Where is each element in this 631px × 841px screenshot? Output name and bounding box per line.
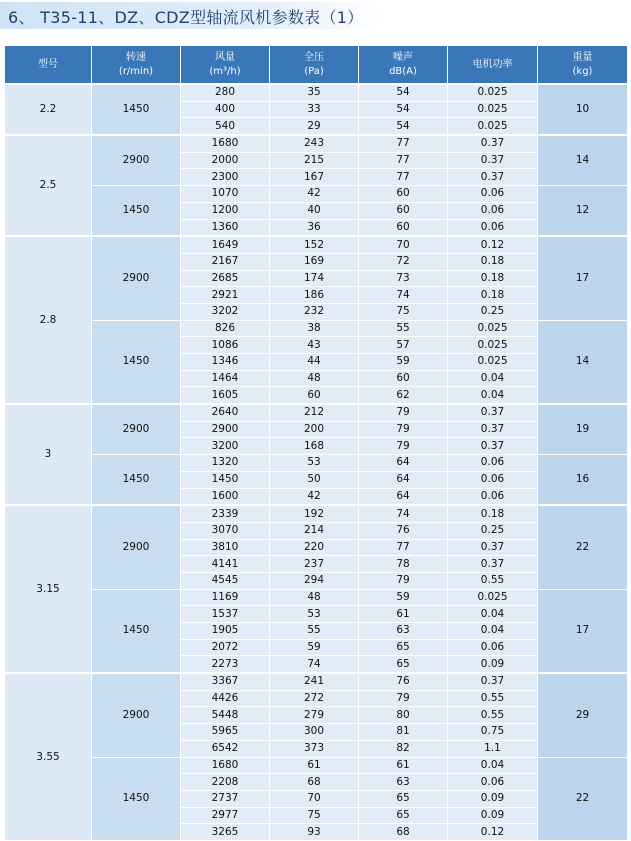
flow-cell: 5965 (181, 724, 270, 741)
power-cell: 0.06 (448, 186, 538, 203)
noise-cell: 65 (359, 807, 448, 824)
pressure-cell: 300 (270, 724, 359, 741)
weight-cell: 14 (538, 135, 628, 186)
flow-cell: 1169 (181, 589, 270, 606)
noise-cell: 72 (359, 253, 448, 270)
power-cell: 0.06 (448, 639, 538, 656)
noise-cell: 54 (359, 118, 448, 135)
noise-cell: 59 (359, 589, 448, 606)
pressure-cell: 93 (270, 824, 359, 841)
power-cell: 0.75 (448, 724, 538, 741)
pressure-cell: 33 (270, 101, 359, 118)
pressure-cell: 279 (270, 707, 359, 724)
noise-cell: 63 (359, 623, 448, 640)
power-cell: 0.12 (448, 824, 538, 841)
noise-cell: 70 (359, 236, 448, 253)
speed-cell: 1450 (92, 455, 181, 506)
power-cell: 0.06 (448, 488, 538, 505)
header-speed: 转速 (r/min) (92, 46, 181, 85)
table-row (5, 589, 628, 606)
noise-cell: 77 (359, 539, 448, 556)
flow-cell: 4426 (181, 690, 270, 707)
power-cell: 0.18 (448, 253, 538, 270)
pressure-cell: 48 (270, 589, 359, 606)
power-cell: 0.12 (448, 236, 538, 253)
noise-cell: 68 (359, 824, 448, 841)
flow-cell: 3200 (181, 438, 270, 455)
pressure-cell: 243 (270, 135, 359, 152)
noise-cell: 79 (359, 690, 448, 707)
model-cell: 3 (5, 404, 92, 505)
noise-cell: 62 (359, 387, 448, 404)
noise-cell: 76 (359, 673, 448, 690)
weight-cell: 16 (538, 455, 628, 506)
pressure-cell: 241 (270, 673, 359, 690)
power-cell: 0.06 (448, 202, 538, 219)
power-cell: 0.06 (448, 455, 538, 472)
pressure-cell: 167 (270, 169, 359, 186)
weight-cell: 22 (538, 757, 628, 840)
noise-cell: 75 (359, 303, 448, 320)
pressure-cell: 373 (270, 740, 359, 757)
speed-cell: 1450 (92, 84, 181, 135)
pressure-cell: 29 (270, 118, 359, 135)
noise-cell: 60 (359, 370, 448, 387)
header-row (5, 46, 628, 85)
weight-cell: 29 (538, 673, 628, 757)
weight-cell: 22 (538, 505, 628, 589)
pressure-cell: 152 (270, 236, 359, 253)
pressure-cell: 220 (270, 539, 359, 556)
power-cell: 0.25 (448, 522, 538, 539)
table-row (5, 505, 628, 522)
noise-cell: 80 (359, 707, 448, 724)
power-cell: 0.04 (448, 387, 538, 404)
flow-cell: 3810 (181, 539, 270, 556)
pressure-cell: 53 (270, 606, 359, 623)
flow-cell: 1600 (181, 488, 270, 505)
power-cell: 0.06 (448, 219, 538, 236)
noise-cell: 81 (359, 724, 448, 741)
speed-cell: 2900 (92, 505, 181, 589)
pressure-cell: 212 (270, 404, 359, 421)
pressure-cell: 55 (270, 623, 359, 640)
power-cell: 0.025 (448, 589, 538, 606)
power-cell: 0.04 (448, 370, 538, 387)
pressure-cell: 75 (270, 807, 359, 824)
table-row (5, 757, 628, 774)
flow-cell: 2300 (181, 169, 270, 186)
header-flow: 风量 (m³/h) (181, 46, 270, 85)
noise-cell: 79 (359, 404, 448, 421)
noise-cell: 65 (359, 656, 448, 673)
noise-cell: 60 (359, 202, 448, 219)
weight-cell: 10 (538, 84, 628, 135)
power-cell: 0.37 (448, 673, 538, 690)
pressure-cell: 186 (270, 287, 359, 304)
power-cell: 0.18 (448, 287, 538, 304)
flow-cell: 1464 (181, 370, 270, 387)
noise-cell: 61 (359, 606, 448, 623)
pressure-cell: 35 (270, 84, 359, 101)
flow-cell: 1649 (181, 236, 270, 253)
power-cell: 0.25 (448, 303, 538, 320)
speed-cell: 2900 (92, 404, 181, 455)
power-cell: 0.55 (448, 690, 538, 707)
flow-cell: 2208 (181, 774, 270, 791)
header-power: 电机功率 (448, 46, 538, 85)
pressure-cell: 169 (270, 253, 359, 270)
noise-cell: 60 (359, 219, 448, 236)
weight-cell: 14 (538, 320, 628, 404)
power-cell: 0.37 (448, 556, 538, 573)
power-cell: 0.025 (448, 354, 538, 371)
table-row (5, 84, 628, 101)
pressure-cell: 38 (270, 320, 359, 337)
flow-cell: 1360 (181, 219, 270, 236)
table-row (5, 186, 628, 203)
flow-cell: 1605 (181, 387, 270, 404)
header-model: 型号 (5, 46, 92, 85)
header-weight: 重量 (kg) (538, 46, 628, 85)
flow-cell: 2685 (181, 270, 270, 287)
noise-cell: 54 (359, 84, 448, 101)
weight-cell: 19 (538, 404, 628, 455)
weight-cell: 17 (538, 589, 628, 673)
flow-cell: 540 (181, 118, 270, 135)
table-row (5, 135, 628, 152)
noise-cell: 63 (359, 774, 448, 791)
pressure-cell: 168 (270, 438, 359, 455)
power-cell: 0.06 (448, 774, 538, 791)
flow-cell: 1680 (181, 135, 270, 152)
flow-cell: 3070 (181, 522, 270, 539)
pressure-cell: 174 (270, 270, 359, 287)
noise-cell: 64 (359, 455, 448, 472)
pressure-cell: 237 (270, 556, 359, 573)
header-noise: 噪声 dB(A) (359, 46, 448, 85)
flow-cell: 1537 (181, 606, 270, 623)
flow-cell: 4545 (181, 572, 270, 589)
pressure-cell: 53 (270, 455, 359, 472)
speed-cell: 1450 (92, 186, 181, 237)
pressure-cell: 59 (270, 639, 359, 656)
model-cell: 3.15 (5, 505, 92, 673)
power-cell: 0.025 (448, 84, 538, 101)
flow-cell: 5448 (181, 707, 270, 724)
speed-cell: 2900 (92, 236, 181, 320)
power-cell: 0.37 (448, 169, 538, 186)
pressure-cell: 61 (270, 757, 359, 774)
pressure-cell: 272 (270, 690, 359, 707)
pressure-cell: 42 (270, 488, 359, 505)
noise-cell: 54 (359, 101, 448, 118)
flow-cell: 400 (181, 101, 270, 118)
pressure-cell: 36 (270, 219, 359, 236)
flow-cell: 1450 (181, 471, 270, 488)
noise-cell: 74 (359, 287, 448, 304)
power-cell: 0.025 (448, 337, 538, 354)
noise-cell: 76 (359, 522, 448, 539)
pressure-cell: 192 (270, 505, 359, 522)
power-cell: 0.55 (448, 572, 538, 589)
noise-cell: 73 (359, 270, 448, 287)
noise-cell: 77 (359, 169, 448, 186)
title-bar (0, 2, 381, 29)
table-row (5, 673, 628, 690)
flow-cell: 2640 (181, 404, 270, 421)
pressure-cell: 232 (270, 303, 359, 320)
speed-cell: 1450 (92, 589, 181, 673)
power-cell: 0.04 (448, 623, 538, 640)
flow-cell: 6542 (181, 740, 270, 757)
model-cell: 3.55 (5, 673, 92, 840)
power-cell: 0.37 (448, 539, 538, 556)
pressure-cell: 214 (270, 522, 359, 539)
noise-cell: 77 (359, 152, 448, 169)
flow-cell: 1200 (181, 202, 270, 219)
pressure-cell: 42 (270, 186, 359, 203)
pressure-cell: 294 (270, 572, 359, 589)
table-row (5, 455, 628, 472)
flow-cell: 1346 (181, 354, 270, 371)
flow-cell: 1320 (181, 455, 270, 472)
table-row (5, 320, 628, 337)
table-row (5, 404, 628, 421)
noise-cell: 79 (359, 421, 448, 438)
pressure-cell: 200 (270, 421, 359, 438)
parameter-table (4, 45, 628, 841)
flow-cell: 2167 (181, 253, 270, 270)
flow-cell: 3367 (181, 673, 270, 690)
pressure-cell: 74 (270, 656, 359, 673)
power-cell: 1.1 (448, 740, 538, 757)
flow-cell: 2921 (181, 287, 270, 304)
noise-cell: 65 (359, 790, 448, 807)
noise-cell: 64 (359, 488, 448, 505)
power-cell: 0.04 (448, 606, 538, 623)
power-cell: 0.04 (448, 757, 538, 774)
power-cell: 0.025 (448, 118, 538, 135)
power-cell: 0.09 (448, 807, 538, 824)
noise-cell: 78 (359, 556, 448, 573)
flow-cell: 3202 (181, 303, 270, 320)
noise-cell: 64 (359, 471, 448, 488)
model-cell: 2.8 (5, 236, 92, 404)
pressure-cell: 215 (270, 152, 359, 169)
pressure-cell: 48 (270, 370, 359, 387)
table-row (5, 236, 628, 253)
power-cell: 0.18 (448, 270, 538, 287)
weight-cell: 12 (538, 186, 628, 237)
flow-cell: 280 (181, 84, 270, 101)
power-cell: 0.37 (448, 438, 538, 455)
pressure-cell: 44 (270, 354, 359, 371)
power-cell: 0.18 (448, 505, 538, 522)
power-cell: 0.09 (448, 790, 538, 807)
flow-cell: 1070 (181, 186, 270, 203)
table-body (5, 84, 628, 840)
pressure-cell: 40 (270, 202, 359, 219)
power-cell: 0.37 (448, 135, 538, 152)
flow-cell: 2977 (181, 807, 270, 824)
noise-cell: 57 (359, 337, 448, 354)
noise-cell: 60 (359, 186, 448, 203)
speed-cell: 1450 (92, 320, 181, 404)
power-cell: 0.09 (448, 656, 538, 673)
flow-cell: 2737 (181, 790, 270, 807)
power-cell: 0.37 (448, 421, 538, 438)
flow-cell: 826 (181, 320, 270, 337)
pressure-cell: 70 (270, 790, 359, 807)
noise-cell: 77 (359, 135, 448, 152)
header-pressure: 全压 (Pa) (270, 46, 359, 85)
flow-cell: 2900 (181, 421, 270, 438)
speed-cell: 2900 (92, 673, 181, 757)
noise-cell: 59 (359, 354, 448, 371)
flow-cell: 1905 (181, 623, 270, 640)
model-cell: 2.5 (5, 135, 92, 236)
power-cell: 0.06 (448, 471, 538, 488)
page-title: 6、 T35-11、DZ、CDZ型轴流风机参数表（1） (8, 8, 364, 27)
noise-cell: 79 (359, 572, 448, 589)
power-cell: 0.025 (448, 320, 538, 337)
flow-cell: 4141 (181, 556, 270, 573)
noise-cell: 61 (359, 757, 448, 774)
pressure-cell: 60 (270, 387, 359, 404)
flow-cell: 2072 (181, 639, 270, 656)
flow-cell: 2273 (181, 656, 270, 673)
speed-cell: 2900 (92, 135, 181, 186)
speed-cell: 1450 (92, 757, 181, 840)
flow-cell: 3265 (181, 824, 270, 841)
model-cell: 2.2 (5, 84, 92, 135)
power-cell: 0.025 (448, 101, 538, 118)
flow-cell: 2339 (181, 505, 270, 522)
weight-cell: 17 (538, 236, 628, 320)
flow-cell: 1680 (181, 757, 270, 774)
noise-cell: 65 (359, 639, 448, 656)
noise-cell: 55 (359, 320, 448, 337)
noise-cell: 82 (359, 740, 448, 757)
noise-cell: 79 (359, 438, 448, 455)
power-cell: 0.55 (448, 707, 538, 724)
flow-cell: 2000 (181, 152, 270, 169)
power-cell: 0.37 (448, 404, 538, 421)
pressure-cell: 43 (270, 337, 359, 354)
flow-cell: 1086 (181, 337, 270, 354)
pressure-cell: 50 (270, 471, 359, 488)
power-cell: 0.37 (448, 152, 538, 169)
noise-cell: 74 (359, 505, 448, 522)
pressure-cell: 68 (270, 774, 359, 791)
